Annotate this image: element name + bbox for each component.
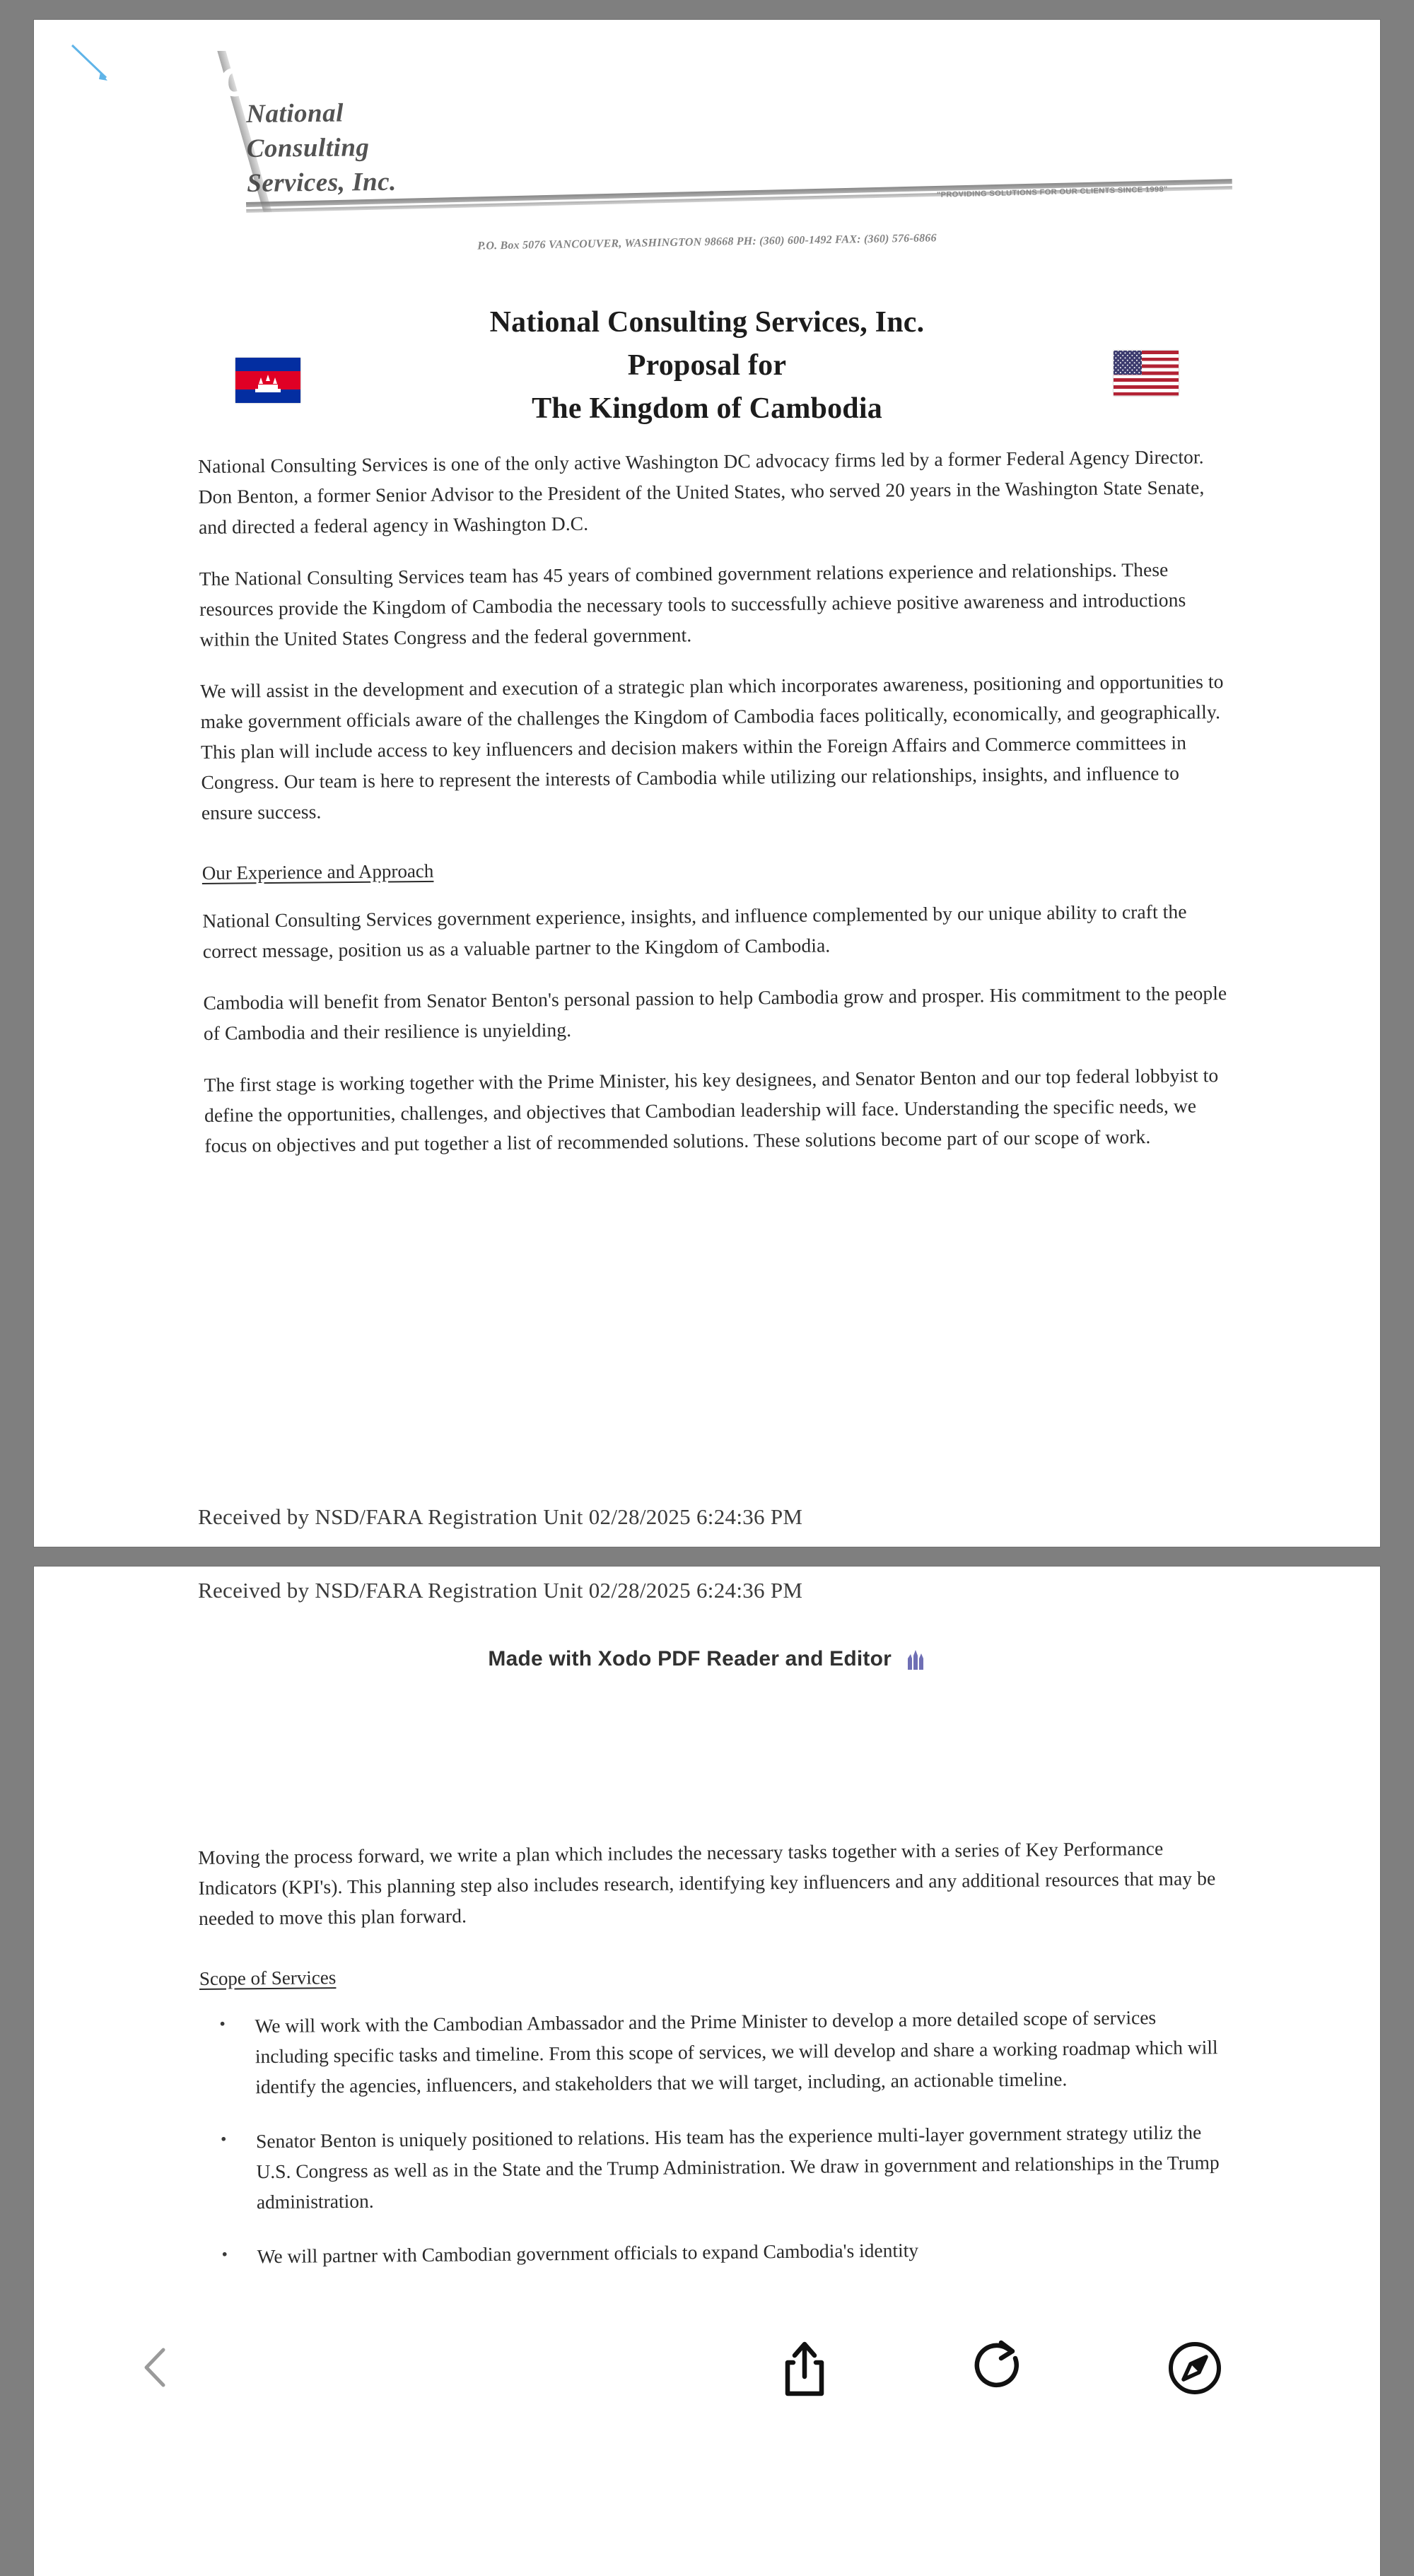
paragraph: The National Consulting Services team has 45 years of combined government relations experience and relationships. These resources provide the Kingdom of Cambodia the necessary tools to successfully achieve positive awareness and introductions within the United States Congress and the federal government. [199,558,1186,650]
paragraph: Moving the process forward, we write a plan which includes the necessary tasks together with a series of Key Performance Indicators (KPI's). This planning step also includes research, identifying key influencers and any additional resources that may be needed to move this plan forward. [198,1837,1216,1929]
scope-of-services-list [199,2001,1234,2272]
section-heading-experience: Our Experience and Approach [201,860,434,884]
chevron-left-icon [130,2341,182,2394]
section-heading-scope: Scope of Services [199,1967,337,1989]
paragraph: National Consulting Services government experience, insights, and influence complemented by our unique ability to craft the correct message, position us as a valuable partner to the Kingdom of Cambodia. [202,900,1187,962]
pdf-page-1[interactable] [34,20,1380,1547]
reload-button[interactable] [947,2315,1053,2421]
xodo-watermark [34,1647,1380,1671]
document-title-line-1: National Consulting Services, Inc. [489,306,925,339]
list-item: • We will partner with Cambodian government officials to expand Cambodia's identity [201,2232,1234,2272]
letterhead [34,30,1380,252]
letterhead-tagline: "PROVIDING SOLUTIONS FOR OUR CLIENTS SINCE 1998" [937,185,1169,199]
xodo-logo-icon [905,1649,926,1671]
paragraph: The first stage is working together with the Prime Minister, his key designees, and Senator Benton and our top federal lobbyist to define the opportunities, challenges, and objectives that Cambodian leadership will face. Understanding the specific needs, we focus on objectives and put together a list of recommended solutions. These solutions become part of our scope of work. [204,1064,1219,1157]
letterhead-company-name: National Consulting Services, Inc. [246,98,397,198]
share-up-arrow-icon [773,2337,836,2399]
browser-button[interactable] [1142,2315,1248,2421]
page-2-body [198,1832,1234,2296]
share-button[interactable] [752,2315,858,2421]
document-title-line-3: The Kingdom of Cambodia [532,392,882,425]
page-1-body [198,441,1237,1182]
document-title-block [34,301,1380,431]
brand-name-label: nation [132,50,280,107]
paragraph: Cambodia will benefit from Senator Benton's personal passion to help Cambodia grow and prosper. His commitment to the people of Cambodia and their resilience is unyielding. [203,982,1227,1044]
fara-received-stamp: Received by NSD/FARA Registration Unit 02/28/2025 6:24:36 PM [198,1504,803,1529]
compass-safari-icon [1164,2337,1226,2399]
list-item: • We will work with the Cambodian Ambassador and the Prime Minister to develop a more detailed scope of services including specific tasks and timeline. From this scope of services, we will develop and share a working roadmap which will identify the agencies, influencers, and stakeholders that we will target, including, an actionable timeline. [199,2001,1232,2102]
refresh-clockwise-icon [969,2337,1031,2399]
paragraph: National Consulting Services is one of the only active Washington DC advocacy firms led by a former Federal Agency Director. Don Benton, a former Senior Advisor to the President of the United States, who served 20 years in the Washington State Senate, and directed a federal agency in Washington D.C. [198,445,1205,538]
list-item: • Senator Benton is uniquely positioned to relations. His team has the experience multi-layer government strategy utiliz the U.S. Congress as well as in the State and the Trump Administration. We draw in government and relationships in the Trump administration. [201,2117,1234,2218]
paragraph: We will assist in the development and execution of a strategic plan which incorporates awareness, positioning and opportunities to make government officials aware of the challenges the Kingdom of Cambodia faces politically, economically, and geographically. This plan will include access to key influencers and decision makers within the Foreign Affairs and Commerce committees in Congress. Our team is here to represent the interests of Cambodia while utilizing our relationships, insights, and influence to ensure success. [200,670,1224,824]
fara-received-stamp: Received by NSD/FARA Registration Unit 02/28/2025 6:24:36 PM [198,1578,803,1603]
document-title-line-2: Proposal for [627,349,787,382]
xodo-watermark-label: Made with Xodo PDF Reader and Editor [488,1647,892,1670]
letterhead-address: P.O. Box 5076 VANCOUVER, WASHINGTON 98668 PH: (360) 600-1492 FAX: (360) 576-6866 [477,232,937,252]
floating-toolbar[interactable] [707,2306,1292,2430]
brand-the-label: THE [132,36,167,52]
back-button[interactable] [90,2302,222,2433]
